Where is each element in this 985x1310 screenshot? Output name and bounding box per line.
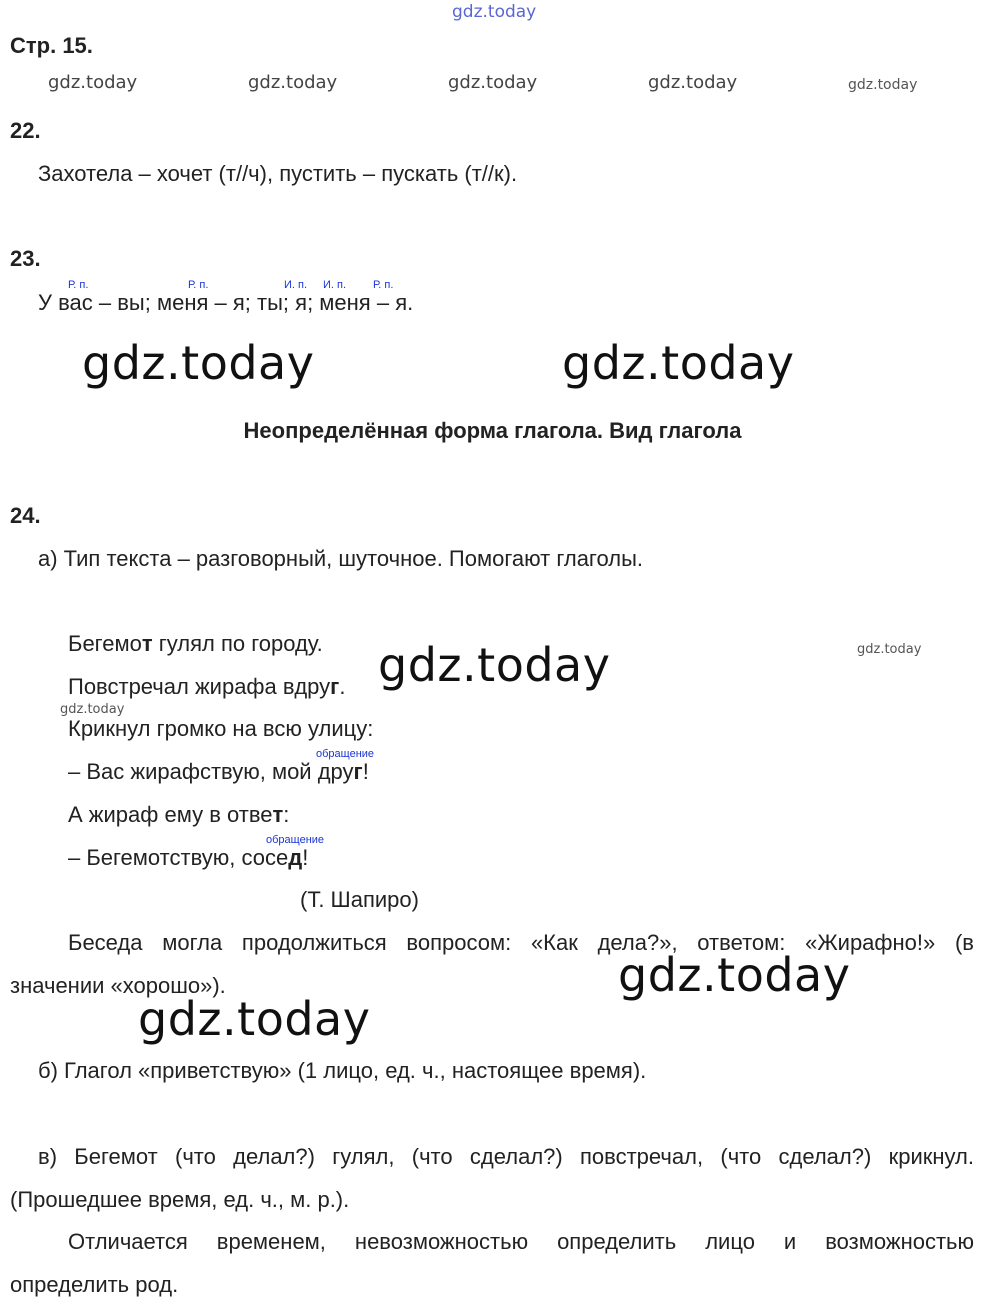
- case-annotation: Р. п.: [68, 279, 89, 291]
- address-annotation: обращение: [266, 834, 325, 846]
- part-v: в) Бегемот (что делал?) гулял, (что сделал?) повстречал, (что сделал?) крикнул.: [38, 1144, 974, 1169]
- task-text: У вас – вы; меня – я; ты; я; меня – я.: [38, 290, 414, 315]
- poem-author: (Т. Шапиро): [300, 887, 419, 912]
- page-label: Стр. 15.: [10, 33, 93, 58]
- paragraph-line: значении «хорошо»).: [10, 973, 226, 998]
- watermark: gdz.today: [248, 72, 338, 93]
- annotated-word: меня: [156, 290, 209, 315]
- paragraph-line: Беседа могла продолжиться вопросом: «Как дела?», ответом: «Жирафно!» (в: [68, 930, 974, 955]
- poem-line: – Бегемотствую, сосед!: [68, 845, 309, 870]
- poem-line: Бегемот гулял по городу.: [68, 631, 323, 656]
- watermark-large: gdz.today: [618, 948, 851, 1002]
- case-annotation: И. п.: [323, 279, 347, 291]
- watermark-top: gdz.today: [452, 2, 537, 22]
- annotated-word: вас: [58, 290, 93, 315]
- annotated-word: меня: [319, 290, 371, 315]
- task-number: 23.: [10, 246, 41, 271]
- watermark-small: gdz.today: [857, 642, 922, 657]
- watermark-small: gdz.today: [60, 702, 125, 717]
- poem-line: А жираф ему в ответ:: [68, 802, 290, 827]
- watermark: gdz.today: [848, 77, 918, 93]
- task-number: 22.: [10, 118, 41, 143]
- annotated-word: я: [295, 290, 308, 315]
- task-number: 24.: [10, 503, 41, 528]
- annotated-word: ты: [257, 290, 283, 315]
- watermark-large: gdz.today: [82, 336, 315, 390]
- poem-line: Повстречал жирафа вдруг.: [68, 674, 346, 699]
- case-annotation: Р. п.: [188, 279, 209, 291]
- watermark-large: gdz.today: [138, 992, 371, 1046]
- watermark-large: gdz.today: [378, 638, 611, 692]
- part-a: а) Тип текста – разговорный, шуточное. Помогают глаголы.: [38, 546, 643, 571]
- watermark-large: gdz.today: [562, 336, 795, 390]
- section-title: Неопределённая форма глагола. Вид глагола: [243, 418, 742, 443]
- paragraph-line: Отличается временем, невозможностью определить лицо и возможностью: [68, 1229, 974, 1254]
- poem-line: Крикнул громко на всю улицу:: [68, 716, 374, 741]
- watermark: gdz.today: [448, 72, 538, 93]
- paragraph-line: определить род.: [10, 1272, 179, 1297]
- poem-line: – Вас жирафствую, мой друг!: [68, 759, 369, 784]
- watermark: gdz.today: [48, 72, 138, 93]
- part-v-cont: (Прошедшее время, ед. ч., м. р.).: [10, 1187, 350, 1212]
- case-annotation: Р. п.: [373, 279, 394, 291]
- address-annotation: обращение: [316, 748, 375, 760]
- part-b: б) Глагол «приветствую» (1 лицо, ед. ч., настоящее время).: [38, 1058, 647, 1083]
- task-text: Захотела – хочет (т//ч), пустить – пускать (т//к).: [38, 161, 518, 186]
- case-annotation: И. п.: [284, 279, 308, 291]
- watermark: gdz.today: [648, 72, 738, 93]
